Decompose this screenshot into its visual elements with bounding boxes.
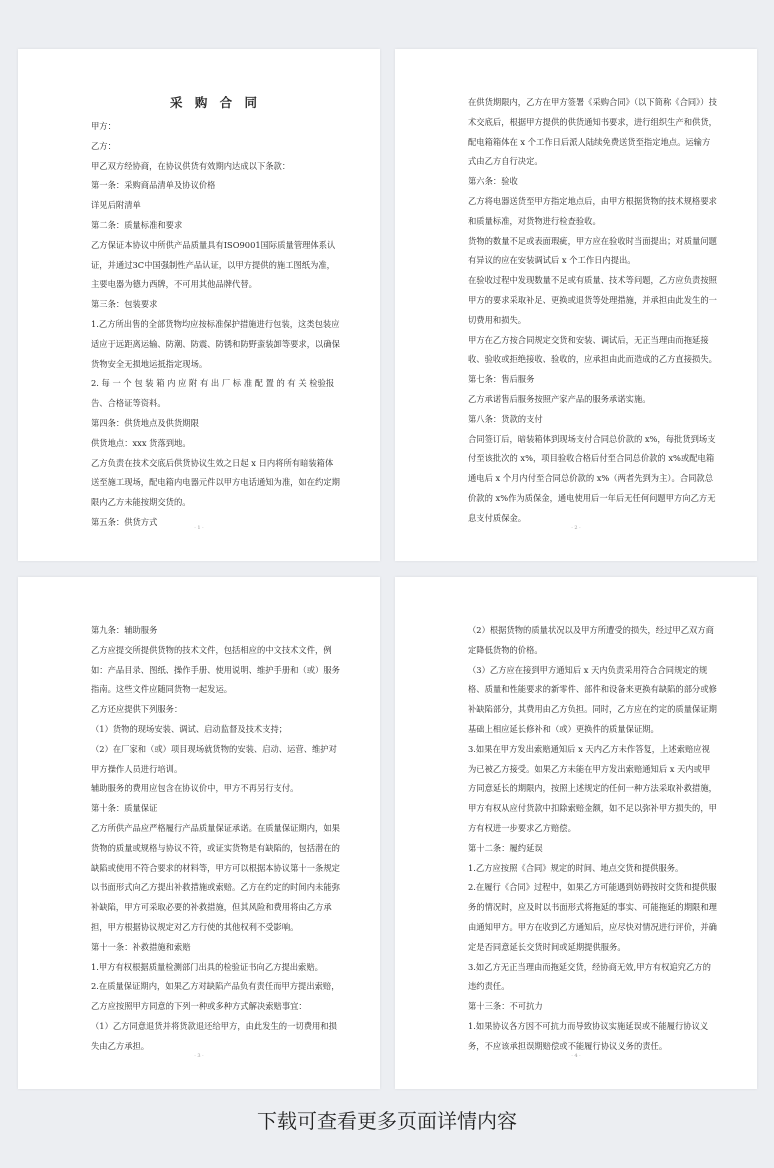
- document-page-2: [395, 49, 757, 561]
- document-page-4: [395, 577, 757, 1089]
- page-number: · 4 ·: [571, 1053, 581, 1059]
- section-heading: 第六条：验收: [468, 176, 518, 187]
- section-heading: 第五条：供货方式: [91, 516, 158, 527]
- section-heading: 第三条：包装要求: [91, 299, 158, 310]
- paragraph: 1.甲方有权根据质量检测部门出具的检验证书向乙方提出索赔。: [91, 961, 323, 972]
- paragraph: 1.乙方应按照《合同》规定的时间、地点交货和提供服务。: [468, 862, 684, 873]
- paragraph: 1.如果协议各方因不可抗力而导致协议实施延误或不能履行协议义务，不应该承担误期赔偿或不能履行协议义务的责任。: [468, 1020, 709, 1051]
- section-heading: 第十一条：补救措施和索赔: [91, 941, 191, 952]
- paragraph: 3.如乙方无正当理由而拖延交货，经协商无效,甲方有权追究乙方的违约责任。: [468, 961, 711, 992]
- page-number: · 3 ·: [194, 1053, 204, 1059]
- paragraph: 甲方在乙方按合同规定交货和安装、调试后，无正当理由而拖延接收、验收或拒绝接收、验收的，应承担由此而造成的乙方直接损失。: [468, 334, 717, 365]
- paragraph: 供货地点：xxx 货落到地。: [91, 437, 191, 448]
- paragraph: 在验收过程中发现数量不足或有质量、技术等问题，乙方应负责按照甲方的要求采取补足、更换或退货等处理措施，并承担由此发生的一切费用和损失。: [468, 275, 717, 325]
- contract-title: 采 购 合 同: [169, 95, 262, 110]
- paragraph: （2）根据货物的质量状况以及甲方所遭受的损失，经过甲乙双方商定降低货物的价格。: [468, 625, 714, 655]
- section-heading: 第一条：采购商品清单及协议价格: [91, 180, 216, 191]
- document-page-3: [18, 577, 380, 1089]
- paragraph: 乙方负责在技术交底后供货协议生效之日起 x 日内将所有暗装箱体送至施工现场，配电箱内电器元件以甲方电话通知为准，如在约定期限内乙方未能按期交货的。: [91, 457, 340, 508]
- paragraph: 乙方应提交所提供货物的技术文件，包括相应的中文技术文件，例如：产品目录、图纸、操作手册、使用说明、维护手册和（或）服务指南。这些文件应随同货物一起发运。: [91, 644, 340, 695]
- section-heading: 第四条：供货地点及供货期限: [91, 417, 199, 428]
- page-number: · 1 ·: [194, 525, 204, 531]
- paragraph: （1）乙方同意退货并将货款退还给甲方，由此发生的一切费用和损失由乙方承担。: [91, 1020, 337, 1051]
- section-heading: 第八条：货款的支付: [468, 413, 543, 424]
- paragraph: 合同签订后，暗装箱体到现场支付合同总价款的 x%，每批货到场支付至该批次的 x%，项目验收合格后付至合同总价款的 x%或配电箱通电后 x 个月内付至合同总价款的 x%（两者先到为主）。合同款总价款的 x%作为质保金，通电使用后一年后无任何问题甲方向乙方无息支付质保金。: [468, 433, 716, 523]
- paragraph: 1.乙方所出售的全部货物均应按标准保护措施进行包装，这类包装应适应于远距离运输、防潮、防震、防锈和防野蛮装卸等要求，以确保货物安全无损地运抵指定现场。: [91, 318, 340, 369]
- paragraph: 辅助服务的费用应包含在协议价中，甲方不再另行支付。: [91, 783, 299, 794]
- section-heading: 第十三条：不可抗力: [468, 1001, 543, 1012]
- section-heading: 第九条：辅助服务: [91, 625, 158, 635]
- paragraph: （2）在厂家和（或）项目现场就货物的安装、启动、运营、维护对甲方操作人员进行培训。: [91, 743, 337, 774]
- paragraph: 乙方还应提供下列服务：: [91, 704, 183, 715]
- paragraph: 甲方：: [91, 121, 116, 131]
- paragraph: 乙方：: [91, 140, 116, 151]
- paragraph: 详见后附清单: [91, 200, 141, 211]
- paragraph: （1）货物的现场安装、调试、启动监督及技术支持；: [91, 723, 288, 734]
- paragraph: 2.在履行《合同》过程中，如果乙方可能遇到妨碍按时交货和提供服务的情况时，应及时以书面形式将拖延的事实、可能拖延的期限和理由通知甲方。甲方在收到乙方通知后，应尽快对情况进行评价，并确定是否同意延长交货时间或延期提供服务。: [468, 882, 717, 952]
- paragraph: 在供货期限内，乙方在甲方签署《采购合同》（以下简称《合同》）技术交底后，根据甲方提供的供货通知书要求，进行组织生产和供货，配电箱箱体在 x 个工作日后派人陆续免费送货至指定地点。运输方式由乙方自行决定。: [468, 97, 717, 167]
- section-heading: 第十二条：履约延误: [468, 842, 543, 853]
- paragraph: 甲乙双方经协商，在协议供货有效期内达成以下条款：: [91, 160, 291, 171]
- document-page-1: [18, 49, 380, 561]
- section-heading: 第二条：质量标准和要求: [91, 219, 183, 230]
- paragraph: 2. 每 一 个 包 装 箱 内 应 附 有 出 厂 标 准 配 置 的 有 关 检验报告、合格证等资料。: [91, 378, 335, 409]
- paragraph: 乙方保证本协议中所供产品质量具有ISO9001国际质量管理体系认证，并通过3C中国强制性产品认证，以甲方提供的施工图纸为准，主要电器为德力西牌，不可用其他品牌代替。: [91, 239, 336, 290]
- paragraph: 乙方所供产品应严格履行产品质量保证承诺。在质量保证期内，如果货物的质量或规格与协议不符，或证实货物是有缺陷的，包括潜在的缺陷或使用不符合要求的材料等，甲方可以根据本协议第十一条规定以书面形式向乙方提出补救措施或索赔。乙方在约定的时间内未能弥补缺陷，甲方可采取必要的补救措施，但其风险和费用将由乙方承担，甲方根据协议规定对乙方行使的其他权利不受影响。: [91, 822, 340, 932]
- page-number: · 2 ·: [571, 525, 581, 531]
- paragraph: （3）乙方应在接到甲方通知后 x 天内负责采用符合合同规定的规格、质量和性能要求的新零件、部件和设备来更换有缺陷的部分或修补缺陷部分，其费用由乙方负担。同时，乙方应在约定的质量保证期基础上相应延长修补和（或）更换件的质量保证期。: [468, 664, 717, 734]
- section-heading: 第十条：质量保证: [91, 803, 158, 814]
- paragraph: 乙方将电器送货至甲方指定地点后，由甲方根据货物的技术规格要求和质量标准，对货物进行检查验收。: [468, 195, 717, 226]
- section-heading: 第七条：售后服务: [468, 374, 535, 385]
- paragraph: 货物的数量不足或表面瑕疵，甲方应在验收时当面提出；对质量问题有异议的应在安装调试后 x 个工作日内提出。: [468, 235, 717, 266]
- download-more-link[interactable]: 下载可查看更多页面详情内容: [257, 1109, 517, 1133]
- paragraph: 3.如果在甲方发出索赔通知后 x 天内乙方未作答复，上述索赔应视为已被乙方接受。如果乙方未能在甲方发出索赔通知后 x 天内或甲方同意延长的期限内，按照上述规定的任何一种方法采取补救措施，甲方有权从应付货款中扣除索赔金额，如不足以弥补甲方损失的，甲方有权进一步要求乙方赔偿。: [468, 743, 717, 833]
- paragraph: 2.在质量保证期内，如果乙方对缺陷产品负有责任而甲方提出索赔，乙方应按照甲方同意的下列一种或多种方式解决索赔事宜：: [91, 981, 340, 1012]
- paragraph: 乙方承诺售后服务按照产家产品的服务承诺实施。: [468, 393, 651, 404]
